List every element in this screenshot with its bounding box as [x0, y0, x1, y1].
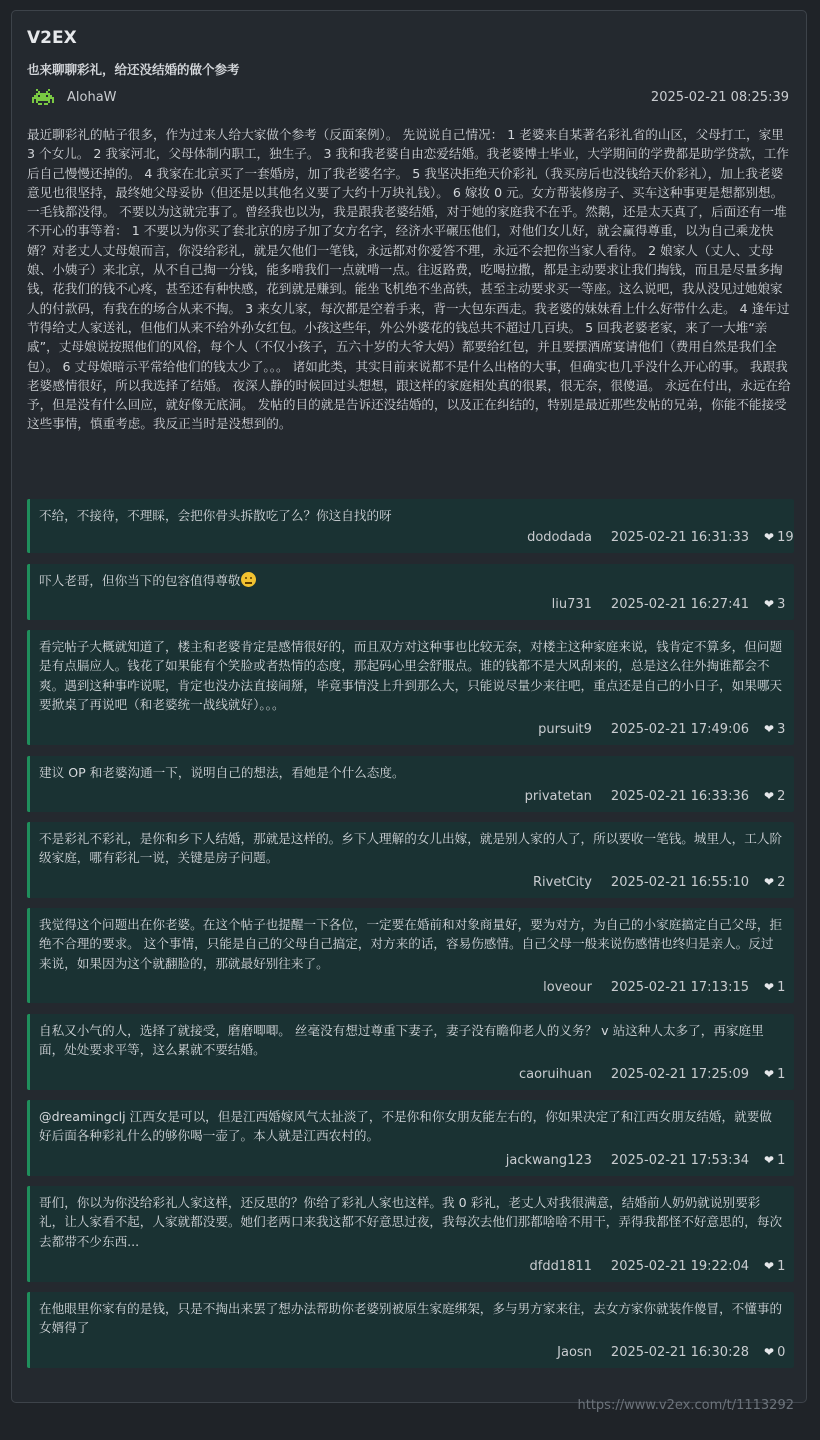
- heart-icon: ❤: [764, 597, 775, 611]
- reply-author[interactable]: Jaosn: [557, 1345, 592, 1360]
- reply-likes[interactable]: [764, 789, 794, 804]
- heart-icon: ❤: [764, 875, 775, 889]
- reply-likes[interactable]: [764, 980, 794, 995]
- reply-text: 在他眼里你家有的是钱，只是不掏出来罢了想办法帮助你老婆别被原生家庭绑架，多与男方家来往，去女方家你就装作傻冒，不懂事的女婿得了: [39, 1301, 783, 1336]
- reply-item: [27, 499, 794, 553]
- like-count: 1: [777, 1153, 786, 1168]
- heart-icon: ❤: [764, 722, 775, 736]
- reply-text: 不是彩礼不彩礼，是你和乡下人结婚，那就是这样的。乡下人理解的女儿出嫁，就是别人家的人了，所以要收一笔钱。城里人，工人阶级家庭，哪有彩礼一说，关键是房子问题。: [39, 831, 783, 866]
- reply-item: [27, 630, 794, 745]
- reply-time: 2025-02-21 17:53:34: [610, 1153, 749, 1168]
- reply-likes[interactable]: [764, 1259, 794, 1274]
- reply-time: 2025-02-21 16:27:41: [610, 597, 749, 612]
- reply-text: 建议 OP 和老婆沟通一下，说明自己的想法，看她是个什么态度。: [39, 765, 405, 780]
- reply-item: [27, 564, 794, 620]
- reply-item: [27, 1100, 794, 1176]
- reply-meta: [543, 980, 794, 995]
- reply-time: 2025-02-21 16:31:33: [610, 530, 749, 545]
- reply-meta: [530, 1259, 795, 1274]
- reply-meta: [557, 1345, 794, 1360]
- reply-text: 自私又小气的人，选择了就接受，磨磨唧唧。 丝毫没有想过尊重下妻子，妻子没有瞻仰老人的义务？ v 站这种人太多了，再家庭里面，处处要求平等，这么累就不要结婚。: [39, 1023, 764, 1058]
- reply-likes[interactable]: [764, 1067, 794, 1082]
- reply-meta: [525, 789, 794, 804]
- post-title[interactable]: 也来聊聊彩礼，给还没结婚的做个参考: [27, 62, 240, 77]
- heart-icon: ❤: [764, 530, 775, 544]
- reply-author[interactable]: RivetCity: [533, 875, 592, 890]
- reply-time: 2025-02-21 16:33:36: [610, 789, 749, 804]
- reply-text-content: 吓人老哥，但你当下的包容值得尊敬: [39, 573, 241, 588]
- reply-text: 看完帖子大概就知道了，楼主和老婆肯定是感情很好的，而且双方对这种事也比较无奈，对楼主这种家庭来说，钱肯定不算多，但问题是有点膈应人。钱花了如果能有个笑脸或者热情的态度，那起码心里会舒服点。谁的钱都不是大风刮来的，总是这么往外掏谁都会不爽。遇到这种事咋说呢，肯定也没办法直接闹掰，毕竟事情没上升到那么大，只能说尽量少来往吧，重点还是自己的小日子，如果哪天要掀桌了再说吧（和老婆统一战线就好）。。。: [39, 639, 783, 712]
- reply-author[interactable]: jackwang123: [505, 1153, 592, 1168]
- reply-text: [39, 571, 784, 590]
- reply-author[interactable]: pursuit9: [538, 722, 592, 737]
- heart-icon: ❤: [764, 1067, 775, 1081]
- reply-time: 2025-02-21 17:13:15: [610, 980, 749, 995]
- like-count: 3: [777, 597, 786, 612]
- like-count: 0: [777, 1345, 786, 1360]
- heart-icon: ❤: [764, 1345, 775, 1359]
- topic-url[interactable]: https://www.v2ex.com/t/1113292: [577, 1398, 794, 1413]
- heart-icon: ❤: [764, 1259, 775, 1273]
- like-count: 1: [777, 1067, 786, 1082]
- reply-likes[interactable]: [764, 1345, 794, 1360]
- like-count: 1: [777, 1259, 786, 1274]
- reply-text: 哥们，你以为你没给彩礼人家这样，还反思的？你给了彩礼人家也这样。我 0 彩礼，老丈人对我很满意，结婚前人奶奶就说别要彩礼，让人家看不起，人家就都没要。她们老两口来我这都不好意思过夜，我每次去他们那都啥啥不用干，弄得我都怪不好意思的，每次去都带不少东西...: [39, 1195, 783, 1249]
- reply-item: [27, 1014, 794, 1090]
- post-author[interactable]: AlohaW: [67, 90, 117, 105]
- reply-meta: [506, 1153, 794, 1168]
- reply-text: 不给，不接待，不理睬，会把你骨头拆散吃了么？你这自找的呀: [39, 508, 392, 523]
- reply-likes[interactable]: [764, 875, 794, 890]
- post-body: 最近聊彩礼的帖子很多，作为过来人给大家做个参考（反面案例）。 先说说自己情况： 1 老婆来自某著名彩礼省的山区，父母打工，家里 3 个女儿。 2 我家河北，父母体制内职工，独生子。 3 我和我老婆自由恋爱结婚。我老婆博士毕业，大学期间的学费都是助学贷款，工作后自己慢慢还掉的。 4 我家在北京买了一套婚房，加了我老婆名字。 5 我坚决拒绝天价彩礼（我买房后也没钱给天价彩礼），加上我老婆意见也很坚持，最终她父母妥协（但还是以其他名义要了大约十万块礼钱）。 6 嫁妆 0 元。女方帮装修房子、买车这种事更是想都别想。一毛钱都没得。 不要以为这就完事了。曾经我也以为，我是跟我老婆结婚，对于她的家庭我不在乎。然鹅，还是太天真了，后面还有一堆不开心的事等着： 1 不要以为你买了套北京的房子加了女方名字，经济水平碾压他们，对他们女儿好，就会赢得尊重，以为自己乘龙快婿？对老丈人丈母娘而言，你没给彩礼，就是欠他们一笔钱，永远都对你爱答不理，永远不会把你当家人看待。 2 娘家人（丈人、丈母娘、小姨子）来北京，从不自己掏一分钱，能多啃我们一点就啃一点。往返路费，吃喝拉撒，都是主动要求让我们掏钱，而且是尽量多掏钱，花我们的钱不心疼，甚至还有种快感，花到就是赚到。能坐飞机绝不坐高铁，甚至主动要求买一等座。这么说吧，我从没见过她娘家人的付款码，有我在的场合从来不掏。 3 来女儿家，每次都是空着手来，背一大包东西走。我老婆的妹妹看上什么好带什么走。 4 逢年过节得给丈人家送礼，但他们从来不给外孙女红包。小孩这些年，外公外婆花的钱总共不超过几百块。 5 回我老婆老家，来了一大堆“亲戚”，丈母娘说按照他们的风俗，每个人（不仅小孩子，五六十岁的大爷大妈）都要给红包，并且要摆酒席宴请他们（费用自然是我们全包）。 6 丈母娘暗示平常给他们的钱太少了。。。 诸如此类，其实目前来说都不是什么出格的大事，但确实也几乎没什么开心的事。 我跟我老婆感情很好，所以我选择了结婚。 夜深人静的时候回过头想想，跟这样的家庭相处真的很累，很无奈，很傻逼。 永远在付出，永远在给予，但是没有什么回应，就好像无底洞。 发帖的目的就是告诉还没结婚的，以及正在纠结的，特别是最近那些发帖的兄弟，你能不能接受这些事情，慎重考虑。我反正当时是没想到的。: [27, 127, 791, 432]
- reply-item: [27, 908, 794, 1003]
- reply-likes[interactable]: [764, 1153, 794, 1168]
- reply-author[interactable]: caoruihuan: [518, 1067, 592, 1082]
- reply-meta: [519, 1067, 794, 1082]
- like-count: 1: [777, 980, 786, 995]
- heart-icon: ❤: [764, 980, 775, 994]
- reply-time: 2025-02-21 16:30:28: [610, 1345, 749, 1360]
- reply-author[interactable]: dododada: [527, 530, 592, 545]
- reply-author[interactable]: dfdd1811: [529, 1259, 592, 1274]
- avatar[interactable]: [32, 86, 54, 108]
- reply-author[interactable]: privatetan: [524, 789, 592, 804]
- reply-likes[interactable]: [764, 722, 794, 737]
- reply-likes[interactable]: [764, 530, 794, 545]
- post-time: 2025-02-21 08:25:39: [650, 90, 789, 105]
- reply-time: 2025-02-21 19:22:04: [610, 1259, 749, 1274]
- reply-item: [27, 1292, 794, 1368]
- reply-item: [27, 756, 794, 812]
- reply-text: 我觉得这个问题出在你老婆。在这个帖子也提醒一下各位，一定要在婚前和对象商量好，要为对方，为自己的小家庭搞定自己父母，拒绝不合理的要求。 这个事情，只能是自己的父母自己搞定，对方来的话，容易伤感情。自己父母一般来说伤感情也终归是亲人。反过来说，如果因为这个就翻脸的，那就最好别往来了。: [39, 917, 783, 971]
- heart-icon: ❤: [764, 1153, 775, 1167]
- reply-time: 2025-02-21 17:49:06: [610, 722, 749, 737]
- thinking-face-emoji: [241, 572, 256, 587]
- reply-text: @dreamingclj 江西女是可以，但是江西婚嫁风气太扯淡了，不是你和你女朋友能左右的，你如果决定了和江西女朋友结婚，就要做好后面各种彩礼什么的够你喝一壶了。本人就是江西农村的。: [39, 1109, 772, 1144]
- reply-author[interactable]: loveour: [543, 980, 592, 995]
- reply-author[interactable]: liu731: [551, 597, 592, 612]
- reply-meta: [533, 875, 794, 890]
- reply-time: 2025-02-21 17:25:09: [610, 1067, 749, 1082]
- topic-card: [11, 10, 807, 1403]
- reply-meta: [538, 722, 794, 737]
- heart-icon: ❤: [764, 789, 775, 803]
- like-count: 19: [777, 530, 794, 545]
- reply-meta: [552, 597, 794, 612]
- like-count: 2: [777, 875, 786, 890]
- reply-item: [27, 1186, 794, 1282]
- site-logo[interactable]: V2EX: [27, 28, 77, 48]
- reply-item: [27, 822, 794, 898]
- like-count: 3: [777, 722, 786, 737]
- reply-time: 2025-02-21 16:55:10: [610, 875, 749, 890]
- like-count: 2: [777, 789, 786, 804]
- reply-likes[interactable]: [764, 597, 794, 612]
- reply-meta: [527, 530, 794, 545]
